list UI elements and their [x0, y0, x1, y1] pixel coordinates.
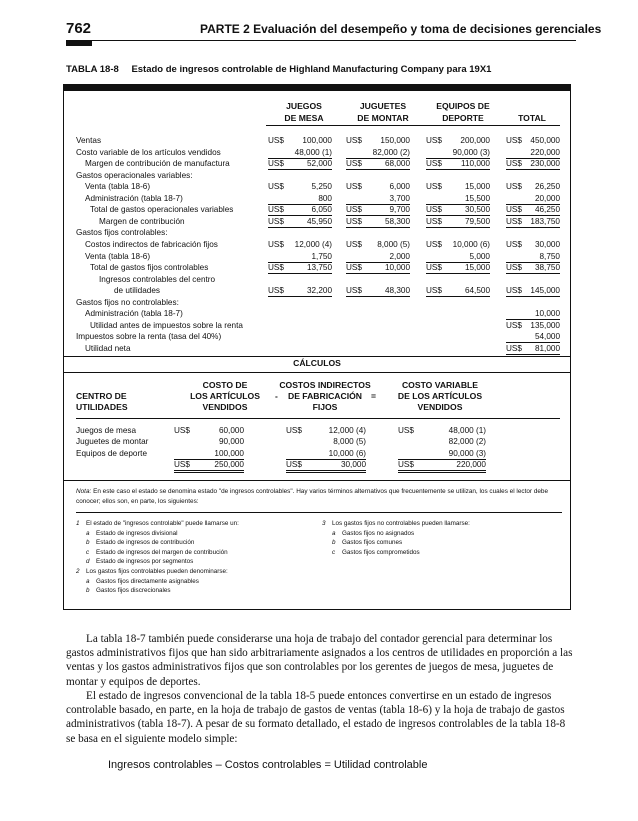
item-text: Los gastos fijos no controlables pueden llamarse:	[332, 520, 470, 527]
calc-cell	[398, 425, 486, 436]
currency-symbol: US$	[174, 459, 190, 469]
table-row	[76, 147, 560, 158]
table-row	[76, 274, 560, 285]
row-label: Venta (tabla 18-6)	[85, 182, 151, 192]
cell-value: 200,000	[460, 136, 490, 145]
currency-symbol: US$	[268, 205, 284, 215]
table-row	[76, 320, 560, 331]
alternative-item	[86, 538, 194, 547]
currency-symbol: US$	[286, 459, 302, 469]
cell-value: 30,000	[534, 239, 560, 249]
alternative-item	[76, 567, 228, 576]
calc-cell	[286, 425, 366, 436]
alternative-item	[86, 557, 193, 566]
currency-symbol: US$	[346, 239, 362, 249]
item-text: Estado de ingresos de contribución	[96, 539, 195, 547]
cell-value: 6,050	[311, 205, 332, 215]
table-row	[76, 227, 560, 238]
row-label: Impuestos sobre la renta (tasa del 40%)	[76, 332, 222, 342]
cell-value: 48,000 (1)	[448, 426, 486, 435]
item-text: Gastos fijos discrecionales	[96, 587, 171, 595]
cell-value: 46,250	[534, 205, 560, 215]
table-row	[76, 158, 560, 169]
row-label: Margen de contribución de manufactura	[85, 159, 230, 169]
item-marker: c	[86, 548, 90, 556]
cell-value: 90,000 (3)	[448, 448, 486, 458]
currency-symbol: US$	[286, 426, 302, 435]
table-caption	[66, 64, 491, 75]
header-rule	[66, 40, 576, 41]
cell-value: 45,950	[306, 216, 332, 226]
calc-operator-minus: -	[275, 391, 278, 401]
cell-value: 250,000	[214, 459, 244, 469]
table-cell	[506, 147, 560, 159]
table-cell	[506, 158, 560, 170]
row-label: Gastos operacionales variables:	[76, 170, 193, 180]
currency-symbol: US$	[426, 286, 442, 296]
table-title: Estado de ingresos controlable de Highland Manufacturing Company para 19X1	[131, 64, 492, 75]
calculations-caption: CÁLCULOS	[293, 358, 341, 368]
alternative-item	[86, 586, 171, 595]
cell-value: 10,000 (6)	[328, 448, 366, 458]
table-cell	[268, 251, 332, 263]
running-title: PARTE 2 Evaluación del desempeño y toma de decisiones gerenciales	[200, 22, 602, 36]
table-cell	[506, 216, 560, 228]
table-cell	[426, 135, 490, 146]
calc-cell	[286, 448, 366, 460]
cell-value: 230,000	[530, 159, 560, 169]
table-cell	[506, 239, 560, 250]
cell-value: 150,000	[380, 136, 410, 145]
section-separator	[64, 356, 570, 357]
alternative-item	[86, 529, 178, 538]
currency-symbol: US$	[506, 159, 522, 169]
table-cell	[268, 181, 332, 192]
cell-value: 90,000	[218, 437, 244, 447]
currency-symbol: US$	[346, 216, 362, 226]
table-row	[76, 135, 560, 146]
cell-value: 6,000	[389, 182, 410, 192]
calc-cell	[174, 436, 244, 447]
alternative-item	[332, 538, 402, 547]
cell-value: 9,700	[389, 205, 410, 215]
table-cell	[346, 285, 410, 297]
table-cell	[346, 147, 410, 159]
currency-symbol: US$	[346, 263, 362, 273]
alternative-item	[332, 548, 420, 557]
item-marker: c	[332, 548, 336, 556]
item-marker: a	[86, 577, 90, 585]
currency-symbol: US$	[426, 263, 442, 273]
table-top-bar	[64, 85, 570, 91]
cell-value: 82,000 (2)	[372, 147, 410, 157]
calc-cell	[286, 436, 366, 447]
currency-symbol: US$	[506, 136, 522, 145]
item-marker: 1	[76, 520, 80, 527]
cell-value: 48,300	[384, 286, 410, 296]
item-marker: b	[332, 539, 336, 547]
column-header-juegos: JUEGOS DE MESA	[284, 101, 324, 123]
currency-symbol: US$	[426, 159, 442, 169]
cell-value: 90,000 (3)	[452, 147, 490, 157]
table-row	[76, 308, 560, 319]
cell-value: 450,000	[530, 136, 560, 145]
row-label: Ventas	[76, 136, 102, 145]
currency-symbol: US$	[346, 159, 362, 169]
calc-row-label: Equipos de deporte	[76, 448, 148, 458]
table-cell	[268, 147, 332, 159]
currency-symbol: US$	[506, 343, 522, 353]
cell-value: 8,750	[539, 251, 560, 261]
body-paragraph-2: El estado de ingresos convencional de la tabla 18-5 puede entonces convertirse en un estado de ingresos controlable basado, en parte, en la hoja de trabajo de gastos de ventas (tabla 18-6) y la hoja de trabajo de gastos administrativos (tabla 18-7). A pesar de su formato detallado, el estado de ingresos controlables de la tabla 18-8 se basa en el siguiente modelo simple:	[66, 690, 566, 745]
table-cell	[506, 285, 560, 297]
table-cell	[346, 262, 410, 274]
item-marker: b	[86, 587, 90, 595]
item-marker: a	[332, 529, 336, 537]
table-cell	[426, 239, 490, 250]
alternative-item	[76, 519, 239, 528]
item-marker: 2	[76, 568, 80, 575]
cell-value: 220,000	[530, 147, 560, 157]
alternative-item	[86, 577, 199, 586]
table-cell	[346, 158, 410, 170]
alternative-item	[322, 519, 470, 528]
header-block	[66, 40, 92, 46]
calc-cell	[286, 459, 366, 473]
cell-value: 2,000	[389, 251, 410, 261]
cell-value: 110,000	[461, 159, 490, 169]
item-marker: a	[86, 529, 90, 537]
table-row	[76, 216, 560, 227]
table-cell	[506, 320, 560, 331]
item-text: Los gastos fijos controlables pueden denominarse:	[86, 568, 228, 575]
table-cell	[506, 135, 560, 146]
currency-symbol: US$	[506, 286, 522, 296]
currency-symbol: US$	[426, 136, 442, 145]
calc-cell	[174, 459, 244, 473]
calc-cell	[174, 425, 244, 436]
cell-value: 220,000	[456, 459, 486, 469]
table-cell	[426, 158, 490, 170]
row-label: Ingresos controlables del centro	[99, 274, 216, 284]
table-cell	[268, 204, 332, 216]
cell-value: 48,000 (1)	[294, 147, 332, 157]
row-label: Gastos fijos controlables:	[76, 228, 168, 238]
cell-value: 100,000	[214, 448, 244, 458]
table-row	[76, 262, 560, 273]
currency-symbol: US$	[346, 182, 362, 192]
table-cell	[426, 285, 490, 297]
table-cell	[426, 193, 490, 205]
table-row	[76, 331, 560, 342]
cell-value: 15,500	[464, 193, 490, 203]
cell-value: 20,000	[534, 193, 560, 203]
table-cell	[426, 262, 490, 274]
table-cell	[346, 193, 410, 205]
row-label: Utilidad antes de impuestos sobre la renta	[90, 320, 243, 330]
table-cell	[268, 216, 332, 228]
column-header-equipos: EQUIPOS DE DEPORTE	[436, 101, 490, 123]
row-label: Administración (tabla 18-7)	[85, 309, 183, 319]
table-row	[76, 239, 560, 250]
currency-symbol: US$	[346, 205, 362, 215]
item-text: Gastos fijos comprometidos	[342, 548, 420, 556]
cell-value: 52,000	[306, 159, 332, 169]
cell-value: 54,000	[534, 332, 560, 342]
cell-value: 82,000 (2)	[448, 437, 486, 447]
cell-value: 38,750	[534, 263, 560, 273]
row-label: Margen de contribución	[99, 216, 185, 226]
table-cell	[426, 216, 490, 228]
calc-header-fixed-overhead: COSTOS INDIRECTOS DE FABRICACIÓN FIJOS	[279, 380, 371, 412]
currency-symbol: US$	[506, 216, 522, 226]
cell-value: 15,000	[464, 263, 490, 273]
table-cell	[346, 216, 410, 228]
currency-symbol: US$	[268, 239, 284, 249]
note-text: En este caso el estado se denomina estado "de ingresos controlables". Hay varios términos alternativos que frecuentemente se utilizan, los cuales el lector debe conocer; ellos son, en parte, los siguientes:	[76, 488, 549, 505]
currency-symbol: US$	[506, 239, 522, 249]
note-rule	[76, 512, 562, 513]
table-label: TABLA 18-8	[66, 64, 119, 75]
cell-value: 13,750	[306, 263, 332, 273]
calc-row-label: Juguetes de montar	[76, 437, 149, 447]
row-label: de utilidades	[114, 286, 160, 296]
currency-symbol: US$	[426, 216, 442, 226]
table-cell	[346, 204, 410, 216]
currency-symbol: US$	[426, 182, 442, 192]
calc-header-rule	[76, 418, 560, 419]
table-cell	[346, 135, 410, 146]
table-cell	[268, 193, 332, 205]
table-row	[76, 343, 560, 354]
cell-value: 64,500	[464, 286, 490, 296]
currency-symbol: US$	[506, 205, 522, 215]
row-label: Total de gastos operacionales variables	[90, 205, 234, 215]
table-cell	[268, 158, 332, 170]
table-cell	[426, 181, 490, 192]
alternative-item	[86, 548, 228, 557]
cell-value: 68,000	[384, 159, 410, 169]
row-label: Administración (tabla 18-7)	[85, 193, 183, 203]
table-row	[76, 251, 560, 262]
cell-value: 135,000	[530, 320, 560, 330]
calc-row	[76, 436, 560, 447]
table-cell	[426, 251, 490, 263]
table-row	[76, 204, 560, 215]
table-cell	[506, 308, 560, 320]
body-paragraph-1: La tabla 18-7 también puede considerarse una hoja de trabajo del contador gerencial para determinar los gastos administrativos fijos que han sido arbitrariamente asignados a los centros de utilidades en proporción a las ventas y los gastos administrativos fijos que son controlables por los gerentes de juegos de mesa, juguetes de montar y equipos de deportes.	[66, 633, 573, 688]
note-separator	[64, 480, 570, 481]
cell-value: 183,750	[530, 216, 560, 226]
item-text: Estado de ingresos por segmentos	[96, 558, 194, 566]
currency-symbol: US$	[174, 426, 190, 435]
calc-cell	[398, 436, 486, 447]
table-row	[76, 297, 560, 308]
cell-value: 79,500	[464, 216, 490, 226]
table-cell	[506, 343, 560, 357]
cell-value: 81,000	[534, 343, 560, 353]
calc-header-variable-cost: COSTO VARIABLE DE LOS ARTÍCULOS VENDIDOS	[397, 380, 483, 412]
column-header-rule	[266, 125, 560, 126]
currency-symbol: US$	[398, 459, 414, 469]
currency-symbol: US$	[398, 426, 414, 435]
currency-symbol: US$	[346, 136, 362, 145]
table-row	[76, 170, 560, 181]
page-number: 762	[66, 20, 92, 37]
table-cell	[346, 251, 410, 263]
calc-operator-equals: =	[371, 391, 377, 401]
calc-row-label: Juegos de mesa	[76, 426, 137, 435]
currency-symbol: US$	[506, 263, 522, 273]
row-label: Venta (tabla 18-6)	[85, 251, 151, 261]
table-cell	[506, 251, 560, 263]
table-cell	[506, 331, 560, 343]
currency-symbol: US$	[426, 205, 442, 215]
currency-symbol: US$	[268, 286, 284, 296]
table-row	[76, 181, 560, 192]
cell-value: 32,200	[306, 286, 332, 296]
cell-value: 5,000	[469, 251, 490, 261]
cell-value: 26,250	[534, 182, 560, 192]
cell-value: 8,000 (5)	[333, 437, 366, 447]
item-text: Gastos fijos directamente asignables	[96, 577, 199, 585]
cell-value: 15,000	[464, 182, 490, 192]
table-row	[76, 193, 560, 204]
item-marker: 3	[322, 520, 326, 527]
calc-row	[76, 459, 560, 470]
item-text: Estado de ingresos divisional	[96, 529, 178, 537]
calc-cell	[398, 448, 486, 460]
calc-cell	[398, 459, 486, 473]
cell-value: 8,000 (5)	[377, 239, 410, 249]
cell-value: 100,000	[302, 136, 332, 145]
currency-symbol: US$	[426, 239, 442, 249]
cell-value: 800	[318, 193, 332, 203]
note-label: Nota:	[76, 488, 92, 495]
table-cell	[268, 239, 332, 250]
table-cell	[268, 285, 332, 297]
cell-value: 10,000 (6)	[452, 239, 490, 249]
table-cell	[346, 239, 410, 250]
calc-header-profit-center: CENTRO DE UTILIDADES	[76, 391, 128, 412]
currency-symbol: US$	[506, 320, 522, 330]
table-row	[76, 285, 560, 296]
table-note	[76, 487, 562, 506]
item-text: Gastos fijos comunes	[342, 539, 403, 547]
item-text: Estado de ingresos del margen de contribución	[96, 548, 228, 556]
column-header-total: TOTAL	[518, 113, 546, 123]
cell-value: 1,750	[311, 251, 332, 261]
cell-value: 60,000	[218, 426, 244, 435]
cell-value: 3,700	[389, 193, 410, 203]
currency-symbol: US$	[268, 263, 284, 273]
cell-value: 5,250	[311, 182, 332, 192]
item-text: Gastos fijos no asignados	[342, 529, 415, 537]
table-cell	[268, 135, 332, 146]
alternative-item	[332, 529, 414, 538]
currency-symbol: US$	[268, 136, 284, 145]
calc-row	[76, 425, 560, 436]
controllable-income-formula: Ingresos controlables – Costos controlables = Utilidad controlable	[108, 759, 428, 771]
table-cell	[426, 204, 490, 216]
calc-header-cost-of-goods: COSTO DE LOS ARTÍCULOS VENDIDOS	[190, 380, 260, 412]
row-label: Utilidad neta	[85, 343, 131, 353]
cell-value: 12,000 (4)	[328, 426, 366, 435]
calculations-rule	[64, 372, 570, 373]
cell-value: 10,000	[384, 263, 410, 273]
cell-value: 145,000	[530, 286, 560, 296]
table-cell	[506, 204, 560, 216]
row-label: Costos indirectos de fabricación fijos	[85, 239, 218, 249]
item-text: El estado de "ingresos controlable" puede llamarse un:	[86, 520, 239, 527]
currency-symbol: US$	[268, 216, 284, 226]
cell-value: 12,000 (4)	[294, 239, 332, 249]
cell-value: 30,000	[340, 459, 366, 469]
cell-value: 30,500	[464, 205, 490, 215]
cell-value: 10,000	[534, 309, 560, 319]
table-cell	[506, 181, 560, 192]
table-cell	[506, 262, 560, 274]
currency-symbol: US$	[506, 182, 522, 192]
calc-row	[76, 448, 560, 459]
calc-cell	[174, 448, 244, 460]
table-cell	[426, 147, 490, 159]
cell-value: 58,300	[384, 216, 410, 226]
currency-symbol: US$	[268, 159, 284, 169]
currency-symbol: US$	[346, 286, 362, 296]
currency-symbol: US$	[268, 182, 284, 192]
item-marker: d	[86, 558, 90, 566]
row-label: Total de gastos fijos controlables	[90, 263, 209, 273]
row-label: Costo variable de los artículos vendidos	[76, 147, 221, 157]
row-label: Gastos fijos no controlables:	[76, 297, 179, 307]
item-marker: b	[86, 539, 90, 547]
column-header-juguetes: JUGUETES DE MONTAR	[357, 101, 409, 123]
table-cell	[506, 193, 560, 205]
table-cell	[268, 262, 332, 274]
table-cell	[346, 181, 410, 192]
